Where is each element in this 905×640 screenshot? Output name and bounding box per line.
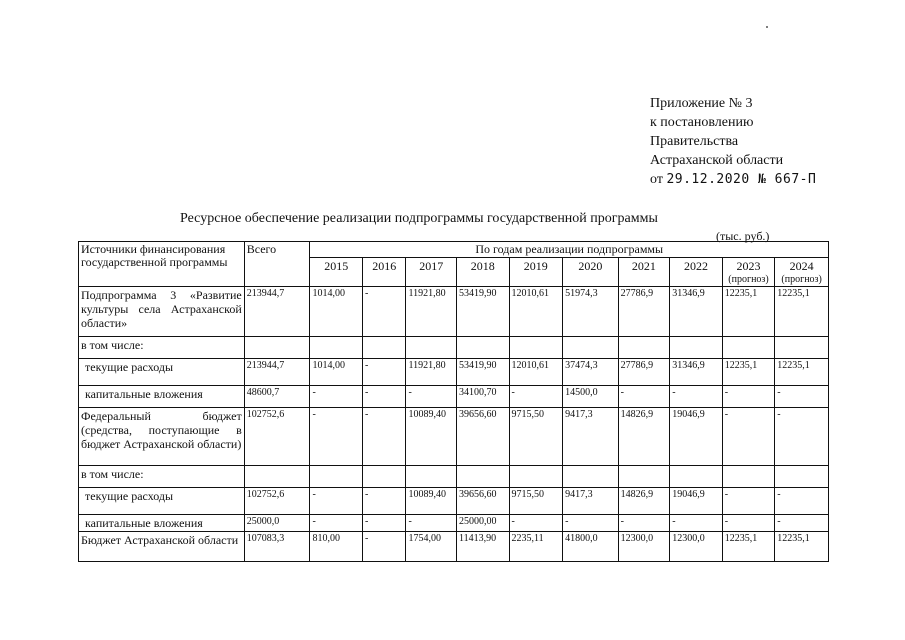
header-year	[722, 258, 775, 287]
row-value: 9715,50	[509, 408, 563, 466]
header-source: Источники финансирования государственной программы	[79, 242, 245, 287]
row-value	[406, 466, 457, 488]
row-value: -	[722, 408, 775, 466]
row-value: -	[722, 488, 775, 515]
row-value: 14500,0	[563, 386, 619, 408]
appendix-date-number: 29.12.2020 № 667-П	[666, 172, 817, 187]
header-year-label: 2024	[789, 259, 814, 273]
header-year-label: 2023	[736, 259, 761, 273]
table-row	[79, 466, 829, 488]
header-year	[509, 258, 563, 287]
appendix-line-5	[650, 170, 870, 189]
row-value: -	[310, 408, 363, 466]
row-value: -	[310, 488, 363, 515]
appendix-date-prefix: от	[650, 172, 663, 187]
row-value: 1014,00	[310, 359, 363, 386]
row-label: капитальные вложения	[79, 386, 245, 408]
header-year-label: 2017	[419, 259, 444, 273]
units-label: (тыс. руб.)	[716, 229, 770, 243]
row-value: -	[670, 515, 723, 532]
row-value: 1754,00	[406, 532, 457, 562]
appendix-block	[650, 94, 870, 189]
table-row	[79, 515, 829, 532]
row-value: 107083,3	[244, 532, 310, 562]
header-year-label: 2022	[683, 259, 708, 273]
row-value	[722, 337, 775, 359]
row-value: -	[722, 515, 775, 532]
row-value: 14826,9	[618, 408, 670, 466]
row-value: -	[362, 408, 405, 466]
row-value	[670, 466, 723, 488]
row-value: 12300,0	[670, 532, 723, 562]
row-value: 213944,7	[244, 287, 310, 337]
row-value: -	[618, 515, 670, 532]
row-value: 10089,40	[406, 488, 457, 515]
row-value: 11921,80	[406, 287, 457, 337]
row-value: -	[362, 515, 405, 532]
row-value: 11413,90	[456, 532, 509, 562]
row-value	[563, 337, 619, 359]
header-year-label: 2018	[470, 259, 495, 273]
header-year-label: 2021	[631, 259, 656, 273]
row-value: 37474,3	[563, 359, 619, 386]
row-label: текущие расходы	[79, 488, 245, 515]
header-forecast-note: (прогноз)	[781, 274, 822, 285]
header-forecast-note: (прогноз)	[728, 274, 769, 285]
appendix-line-3: Правительства	[650, 134, 739, 149]
row-value	[775, 466, 829, 488]
row-value: 27786,9	[618, 287, 670, 337]
header-year	[362, 258, 405, 287]
table-row	[79, 337, 829, 359]
row-value: 10089,40	[406, 408, 457, 466]
row-value: 53419,90	[456, 359, 509, 386]
table-body	[79, 287, 829, 562]
header-year-label: 2019	[523, 259, 548, 273]
row-value: -	[362, 359, 405, 386]
header-years-group: По годам реализации подпрограммы	[310, 242, 829, 258]
row-value: 25000,00	[456, 515, 509, 532]
row-value	[618, 337, 670, 359]
row-value: 27786,9	[618, 359, 670, 386]
row-label: Федеральный бюджет (средства, поступающие в бюджет Астраханской области)	[79, 408, 245, 466]
row-value	[406, 337, 457, 359]
row-value: 11921,80	[406, 359, 457, 386]
row-value: 2235,11	[509, 532, 563, 562]
row-value: 12010,61	[509, 359, 563, 386]
row-value: 213944,7	[244, 359, 310, 386]
row-value: 39656,60	[456, 408, 509, 466]
row-value: 9417,3	[563, 488, 619, 515]
row-value	[244, 337, 310, 359]
row-value: -	[618, 386, 670, 408]
table-row	[79, 488, 829, 515]
row-value: -	[362, 287, 405, 337]
row-value	[509, 466, 563, 488]
table-row	[79, 287, 829, 337]
row-label: Подпрограмма 3 «Развитие культуры села Астраханской области»	[79, 287, 245, 337]
row-value: 9715,50	[509, 488, 563, 515]
row-value: 12235,1	[722, 532, 775, 562]
header-year-label: 2016	[372, 259, 397, 273]
row-value: 31346,9	[670, 359, 723, 386]
scan-speck	[766, 26, 768, 28]
row-value: 48600,7	[244, 386, 310, 408]
row-value: -	[670, 386, 723, 408]
table-row	[79, 386, 829, 408]
header-total: Всего	[244, 242, 310, 287]
row-value	[362, 337, 405, 359]
row-value: 53419,90	[456, 287, 509, 337]
row-value: -	[362, 488, 405, 515]
row-value: 12235,1	[722, 359, 775, 386]
row-value: -	[509, 386, 563, 408]
row-value: -	[775, 488, 829, 515]
row-label: в том числе:	[79, 337, 245, 359]
row-value: -	[775, 408, 829, 466]
appendix-line-1: Приложение № 3	[650, 96, 753, 111]
document-title: Ресурсное обеспечение реализации подпрограммы государственной программы	[180, 211, 658, 226]
row-value: 12010,61	[509, 287, 563, 337]
row-value	[456, 466, 509, 488]
table-row	[79, 532, 829, 562]
header-year	[563, 258, 619, 287]
row-value: 12235,1	[775, 532, 829, 562]
row-value: 31346,9	[670, 287, 723, 337]
row-value: 102752,6	[244, 408, 310, 466]
header-year	[456, 258, 509, 287]
appendix-line-4: Астраханской области	[650, 153, 784, 168]
row-label: в том числе:	[79, 466, 245, 488]
row-value	[563, 466, 619, 488]
row-value: -	[775, 515, 829, 532]
row-value: -	[509, 515, 563, 532]
header-year	[618, 258, 670, 287]
row-value: 34100,70	[456, 386, 509, 408]
header-year	[310, 258, 363, 287]
appendix-line-2: к постановлению	[650, 115, 754, 130]
row-value	[456, 337, 509, 359]
row-label: Бюджет Астраханской области	[79, 532, 245, 562]
row-value: -	[362, 532, 405, 562]
row-value: 51974,3	[563, 287, 619, 337]
header-year	[775, 258, 829, 287]
row-value	[670, 337, 723, 359]
row-value: 25000,0	[244, 515, 310, 532]
row-value: 9417,3	[563, 408, 619, 466]
row-value: -	[310, 386, 363, 408]
row-value	[509, 337, 563, 359]
row-value	[244, 466, 310, 488]
row-value: 19046,9	[670, 488, 723, 515]
row-value: -	[775, 386, 829, 408]
funding-table	[78, 241, 829, 562]
row-label: капитальные вложения	[79, 515, 245, 532]
table-row	[79, 359, 829, 386]
header-year	[670, 258, 723, 287]
row-value: -	[563, 515, 619, 532]
row-label: текущие расходы	[79, 359, 245, 386]
row-value: 12235,1	[722, 287, 775, 337]
row-value	[775, 337, 829, 359]
row-value: 810,00	[310, 532, 363, 562]
row-value: 12300,0	[618, 532, 670, 562]
table-row	[79, 408, 829, 466]
table-header	[79, 242, 829, 287]
row-value: 12235,1	[775, 359, 829, 386]
row-value	[618, 466, 670, 488]
row-value: 19046,9	[670, 408, 723, 466]
row-value: -	[310, 515, 363, 532]
header-year	[406, 258, 457, 287]
row-value: -	[722, 386, 775, 408]
header-year-label: 2020	[578, 259, 603, 273]
row-value: 1014,00	[310, 287, 363, 337]
row-value: 12235,1	[775, 287, 829, 337]
row-value: -	[406, 386, 457, 408]
row-value: 41800,0	[563, 532, 619, 562]
row-value: 102752,6	[244, 488, 310, 515]
row-value	[722, 466, 775, 488]
row-value: 39656,60	[456, 488, 509, 515]
header-year-label: 2015	[324, 259, 349, 273]
row-value: 14826,9	[618, 488, 670, 515]
row-value	[310, 337, 363, 359]
row-value	[362, 466, 405, 488]
row-value	[310, 466, 363, 488]
row-value: -	[406, 515, 457, 532]
row-value: -	[362, 386, 405, 408]
